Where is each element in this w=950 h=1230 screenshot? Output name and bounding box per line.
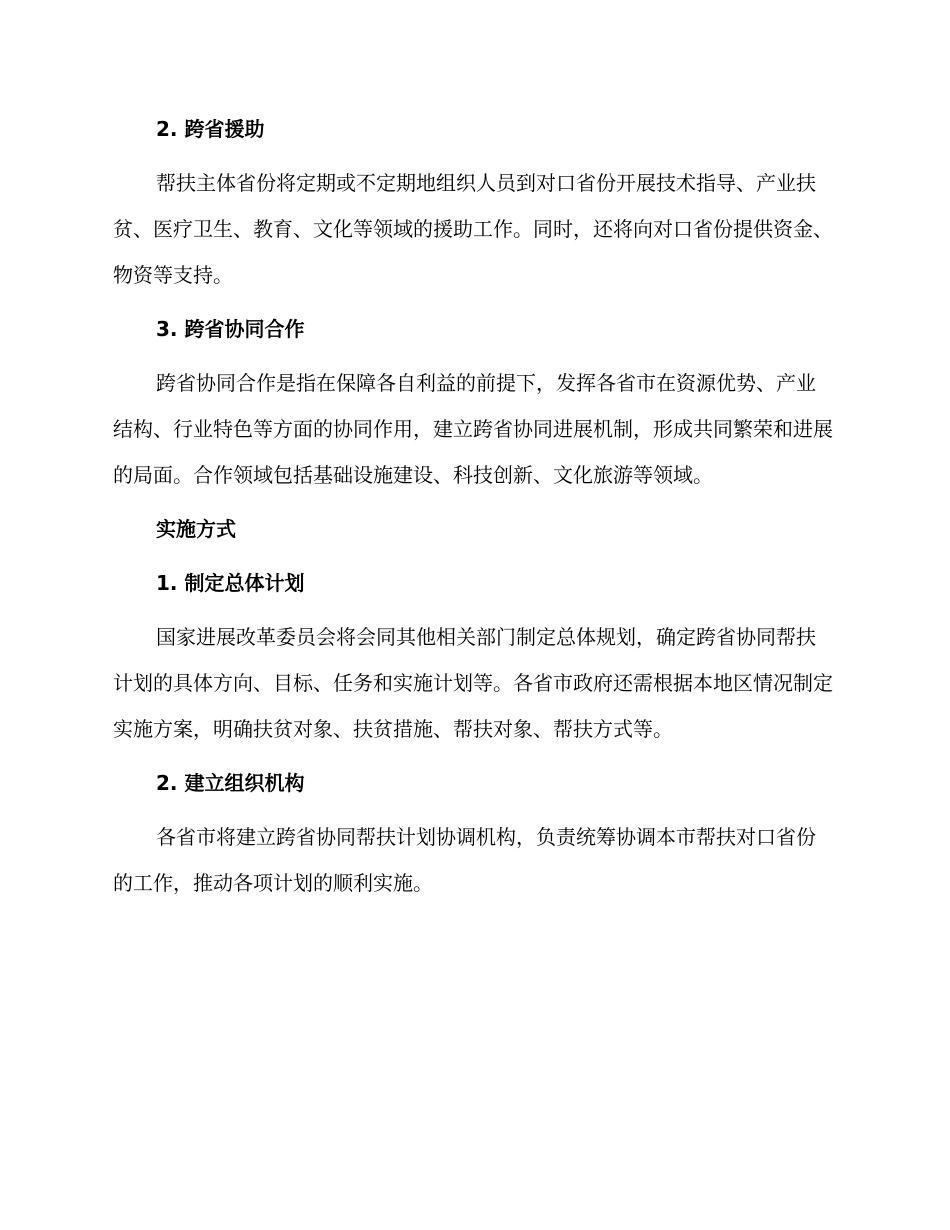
paragraph-overall-plan: 国家进展改革委员会将会同其他相关部门制定总体规划，确定跨省协同帮扶计划的具体方向、目标、任务和实施计划等。各省市政府还需根据本地区情况制定实施方案，明确扶贫对象、扶贫措施、帮扶对象、帮扶方式等。 [113, 625, 833, 741]
section-heading-cross-province-aid: 2. 跨省援助 [156, 117, 265, 141]
spacer [113, 152, 833, 160]
spacer [113, 498, 833, 506]
spacer [113, 806, 833, 814]
section-heading-implementation: 实施方式 [156, 517, 236, 541]
spacer [113, 298, 833, 306]
section-heading-organization: 2. 建立组织机构 [156, 771, 305, 795]
spacer [113, 606, 833, 614]
paragraph-cross-province-aid: 帮扶主体省份将定期或不定期地组织人员到对口省份开展技术指导、产业扶贫、医疗卫生、教育、文化等领域的援助工作。同时，还将向对口省份提供资金、物资等支持。 [113, 171, 833, 287]
document-body [113, 106, 833, 906]
spacer [113, 552, 833, 560]
spacer [113, 752, 833, 760]
paragraph-organization: 各省市将建立跨省协同帮扶计划协调机构，负责统筹协调本市帮扶对口省份的工作，推动各项计划的顺利实施。 [113, 825, 816, 895]
section-heading-overall-plan: 1. 制定总体计划 [156, 571, 305, 595]
spacer [113, 352, 833, 360]
section-heading-cooperation: 3. 跨省协同合作 [156, 317, 305, 341]
paragraph-cooperation: 跨省协同合作是指在保障各自利益的前提下，发挥各省市在资源优势、产业结构、行业特色等方面的协同作用，建立跨省协同进展机制，形成共同繁荣和进展的局面。合作领域包括基础设施建设、科技创新、文化旅游等领域。 [113, 371, 833, 487]
